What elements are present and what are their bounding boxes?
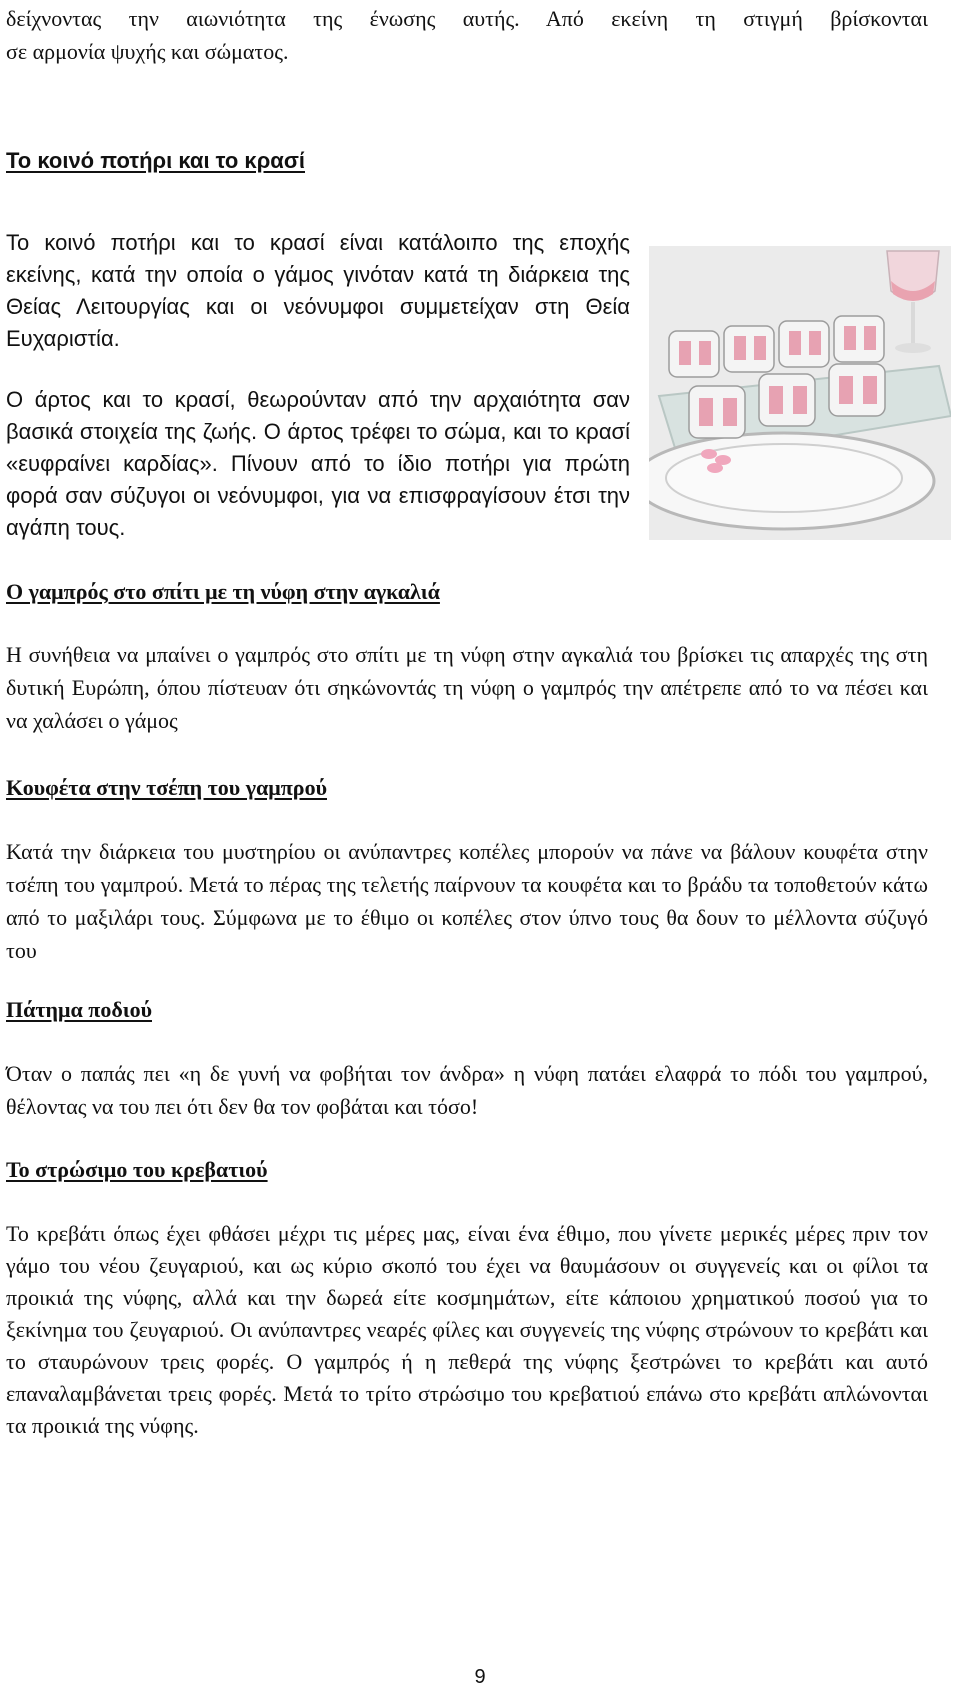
section-heading-groom-carries-bride: Ο γαμπρός στο σπίτι με τη νύφη στην αγκαλιά [6, 579, 440, 604]
intro-line: δείχνοντας την αιωνιότητα της ένωσης αυτής. Από εκείνη τη στιγμή βρίσκονται [6, 6, 928, 31]
section-paragraph: Όταν ο παπάς πει «η δε γυνή να φοβήται τον άνδρα» η νύφη πατάει ελαφρά το πόδι του γαμπρού, θέλοντας να του πει ότι δεν θα τον φοβάται και τόσο! [6, 1061, 928, 1119]
section-paragraph: Ο άρτος και το κρασί, θεωρούνταν από την αρχαιότητα σαν βασικά στοιχεία της ζωής. Ο άρτος τρέφει το σώμα, και το κρασί «ευφραίνει καρδίας». Πίνουν από το ίδιο ποτήρι για πρώτη φορά σαν σύζυγοι οι νεόνυμφοι, για να επισφραγίσουν έτσι την αγάπη τους. [6, 387, 630, 540]
wedding-favors-photo [649, 246, 951, 540]
wedding-favors-illustration [649, 246, 951, 540]
section-paragraph: Το κοινό ποτήρι και το κρασί είναι κατάλοιπο της εποχής εκείνης, κατά την οποία ο γάμος γινόταν κατά τη διάρκεια της Θείας Λειτουργίας και οι νεόνυμφοι συμμετείχαν στη Θεία Ευχαριστία. [6, 230, 630, 351]
section-heading-foot-step: Πάτημα ποδιού [6, 997, 152, 1022]
section-paragraph: Το κρεβάτι όπως έχει φθάσει μέχρι τις μέρες μας, είναι ένα έθιμο, που γίνετε μερικές μέρες πριν τον γάμο του νέου ζευγαριού, και ως κύριο σκοπό του έχει να θαυμάσουν οι συγγενείς και οι φίλοι τα προικιά της νύφης, αλλά και την δωρεά είτε κοσμημάτων, είτε κάποιου χρηματικού ποσού για το ξεκίνημα του ζευγαριού. Οι ανύπαντρες νεαρές φίλες και συγγενείς της νύφης στρώνουν το κρεβάτι και το σταυρώνουν τρεις φορές. Ο γαμπρός ή η πεθερά της νύφης ξεστρώνει το κρεβάτι και αυτό επαναλαμβάνεται τρεις φορές. Μετά το τρίτο στρώσιμο του κρεβατιού επάνω στο κρεβάτι απλώνονται τα προικιά της νύφης. [6, 1221, 928, 1438]
section-paragraph: Η συνήθεια να μπαίνει ο γαμπρός στο σπίτι με τη νύφη στην αγκαλιά του βρίσκει τις απαρχές της στη δυτική Ευρώπη, όπου πίστευαν ότι σηκώνοντάς τη νύφη ο γαμπρός την απέτρεπε από το να πέσει και να χαλάσει ο γάμος [6, 642, 928, 733]
page-number: 9 [474, 1666, 486, 1688]
section-heading-common-cup: Το κοινό ποτήρι και το κρασί [6, 148, 305, 173]
intro-paragraph [6, 2, 928, 68]
section-heading-koufeta: Κουφέτα στην τσέπη του γαμπρού [6, 775, 327, 800]
section-heading-bed-making: Το στρώσιμο του κρεβατιού [6, 1157, 268, 1182]
section-paragraph: Κατά την διάρκεια του μυστηρίου οι ανύπαντρες κοπέλες μπορούν να πάνε να βάλουν κουφέτα στην τσέπη του γαμπρού. Μετά το πέρας της τελετής παίρνουν τα κουφέτα και το βράδυ τα τοποθετούν κάτω από το μαξιλάρι τους. Σύμφωνα με το έθιμο οι κοπέλες στον ύπνο τους θα δουν το μέλλοντα σύζυγό του [6, 839, 928, 963]
intro-line: σε αρμονία ψυχής και σώματος. [6, 39, 289, 64]
